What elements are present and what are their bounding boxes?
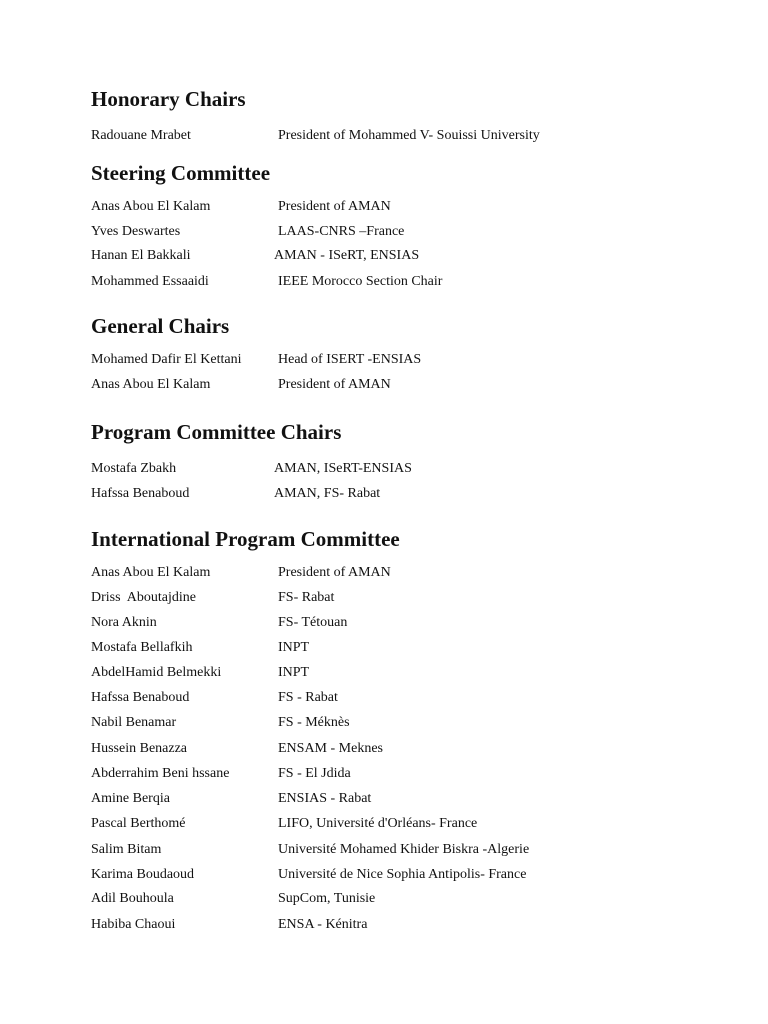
member-affiliation: Université Mohamed Khider Biskra -Algerie — [278, 842, 530, 857]
member-name: Driss Aboutajdine — [91, 590, 196, 605]
member-affiliation: FS - Rabat — [278, 690, 338, 705]
member-affiliation: LAAS-CNRS –France — [278, 224, 405, 239]
section-heading-steering-committee: Steering Committee — [91, 161, 271, 185]
member-affiliation: AMAN, FS- Rabat — [274, 486, 381, 501]
member-name: Pascal Berthomé — [91, 816, 186, 831]
member-affiliation: ENSAM - Meknes — [278, 741, 383, 756]
member-name: Hafssa Benaboud — [91, 690, 190, 705]
member-row — [0, 663, 768, 683]
member-affiliation: INPT — [278, 665, 310, 680]
member-affiliation: Université de Nice Sophia Antipolis- France — [278, 867, 527, 882]
member-row — [0, 350, 768, 370]
member-affiliation: SupCom, Tunisie — [278, 891, 376, 906]
member-row — [0, 375, 768, 395]
member-name: Hafssa Benaboud — [91, 486, 190, 501]
member-affiliation: FS - El Jdida — [278, 766, 351, 781]
member-row — [0, 222, 768, 242]
member-name: Mostafa Zbakh — [91, 461, 177, 476]
member-row — [0, 246, 768, 266]
member-row — [0, 814, 768, 834]
member-row — [0, 865, 768, 885]
member-affiliation: Head of ISERT -ENSIAS — [278, 352, 422, 367]
member-row — [0, 915, 768, 935]
member-row — [0, 459, 768, 479]
member-row — [0, 272, 768, 292]
member-affiliation: FS - Méknès — [278, 715, 350, 730]
member-name: Salim Bitam — [91, 842, 162, 857]
member-name: Radouane Mrabet — [91, 128, 191, 143]
member-name: Karima Boudaoud — [91, 867, 195, 882]
member-name: Hanan El Bakkali — [91, 248, 191, 263]
member-affiliation: LIFO, Université d'Orléans- France — [278, 816, 478, 831]
member-row — [0, 713, 768, 733]
member-row — [0, 613, 768, 633]
member-affiliation: FS- Rabat — [278, 590, 335, 605]
member-row — [0, 789, 768, 809]
section-heading-program-committee-chairs: Program Committee Chairs — [91, 420, 342, 444]
member-name: AbdelHamid Belmekki — [91, 665, 222, 680]
member-row — [0, 739, 768, 759]
member-affiliation: ENSIAS - Rabat — [278, 791, 372, 806]
member-affiliation: AMAN - ISeRT, ENSIAS — [274, 248, 420, 263]
member-name: Mohamed Dafir El Kettani — [91, 352, 242, 367]
member-name: Adil Bouhoula — [91, 891, 174, 906]
member-name: Amine Berqia — [91, 791, 170, 806]
member-row — [0, 840, 768, 860]
member-affiliation: ENSA - Kénitra — [278, 917, 368, 932]
member-row — [0, 197, 768, 217]
member-name: Nabil Benamar — [91, 715, 177, 730]
member-affiliation: AMAN, ISeRT-ENSIAS — [274, 461, 412, 476]
member-affiliation: INPT — [278, 640, 310, 655]
member-row — [0, 688, 768, 708]
member-affiliation: IEEE Morocco Section Chair — [278, 274, 443, 289]
member-name: Anas Abou El Kalam — [91, 199, 211, 214]
member-row — [0, 638, 768, 658]
member-row — [0, 563, 768, 583]
member-affiliation: FS- Tétouan — [278, 615, 348, 630]
member-affiliation: President of AMAN — [278, 377, 391, 392]
member-affiliation: President of Mohammed V- Souissi University — [278, 128, 540, 143]
member-name: Mohammed Essaaidi — [91, 274, 209, 289]
member-affiliation: President of AMAN — [278, 199, 391, 214]
member-affiliation: President of AMAN — [278, 565, 391, 580]
section-heading-honorary-chairs: Honorary Chairs — [91, 87, 246, 111]
member-row — [0, 764, 768, 784]
member-name: Mostafa Bellafkih — [91, 640, 193, 655]
member-name: Habiba Chaoui — [91, 917, 176, 932]
member-row — [0, 126, 768, 146]
section-heading-international-program-committee: International Program Committee — [91, 527, 400, 551]
member-name: Anas Abou El Kalam — [91, 565, 211, 580]
member-row — [0, 588, 768, 608]
member-name: Hussein Benazza — [91, 741, 188, 756]
member-row — [0, 484, 768, 504]
member-name: Yves Deswartes — [91, 224, 181, 239]
member-name: Abderrahim Beni hssane — [91, 766, 230, 781]
member-name: Nora Aknin — [91, 615, 157, 630]
section-heading-general-chairs: General Chairs — [91, 314, 230, 338]
member-name: Anas Abou El Kalam — [91, 377, 211, 392]
member-row — [0, 889, 768, 909]
